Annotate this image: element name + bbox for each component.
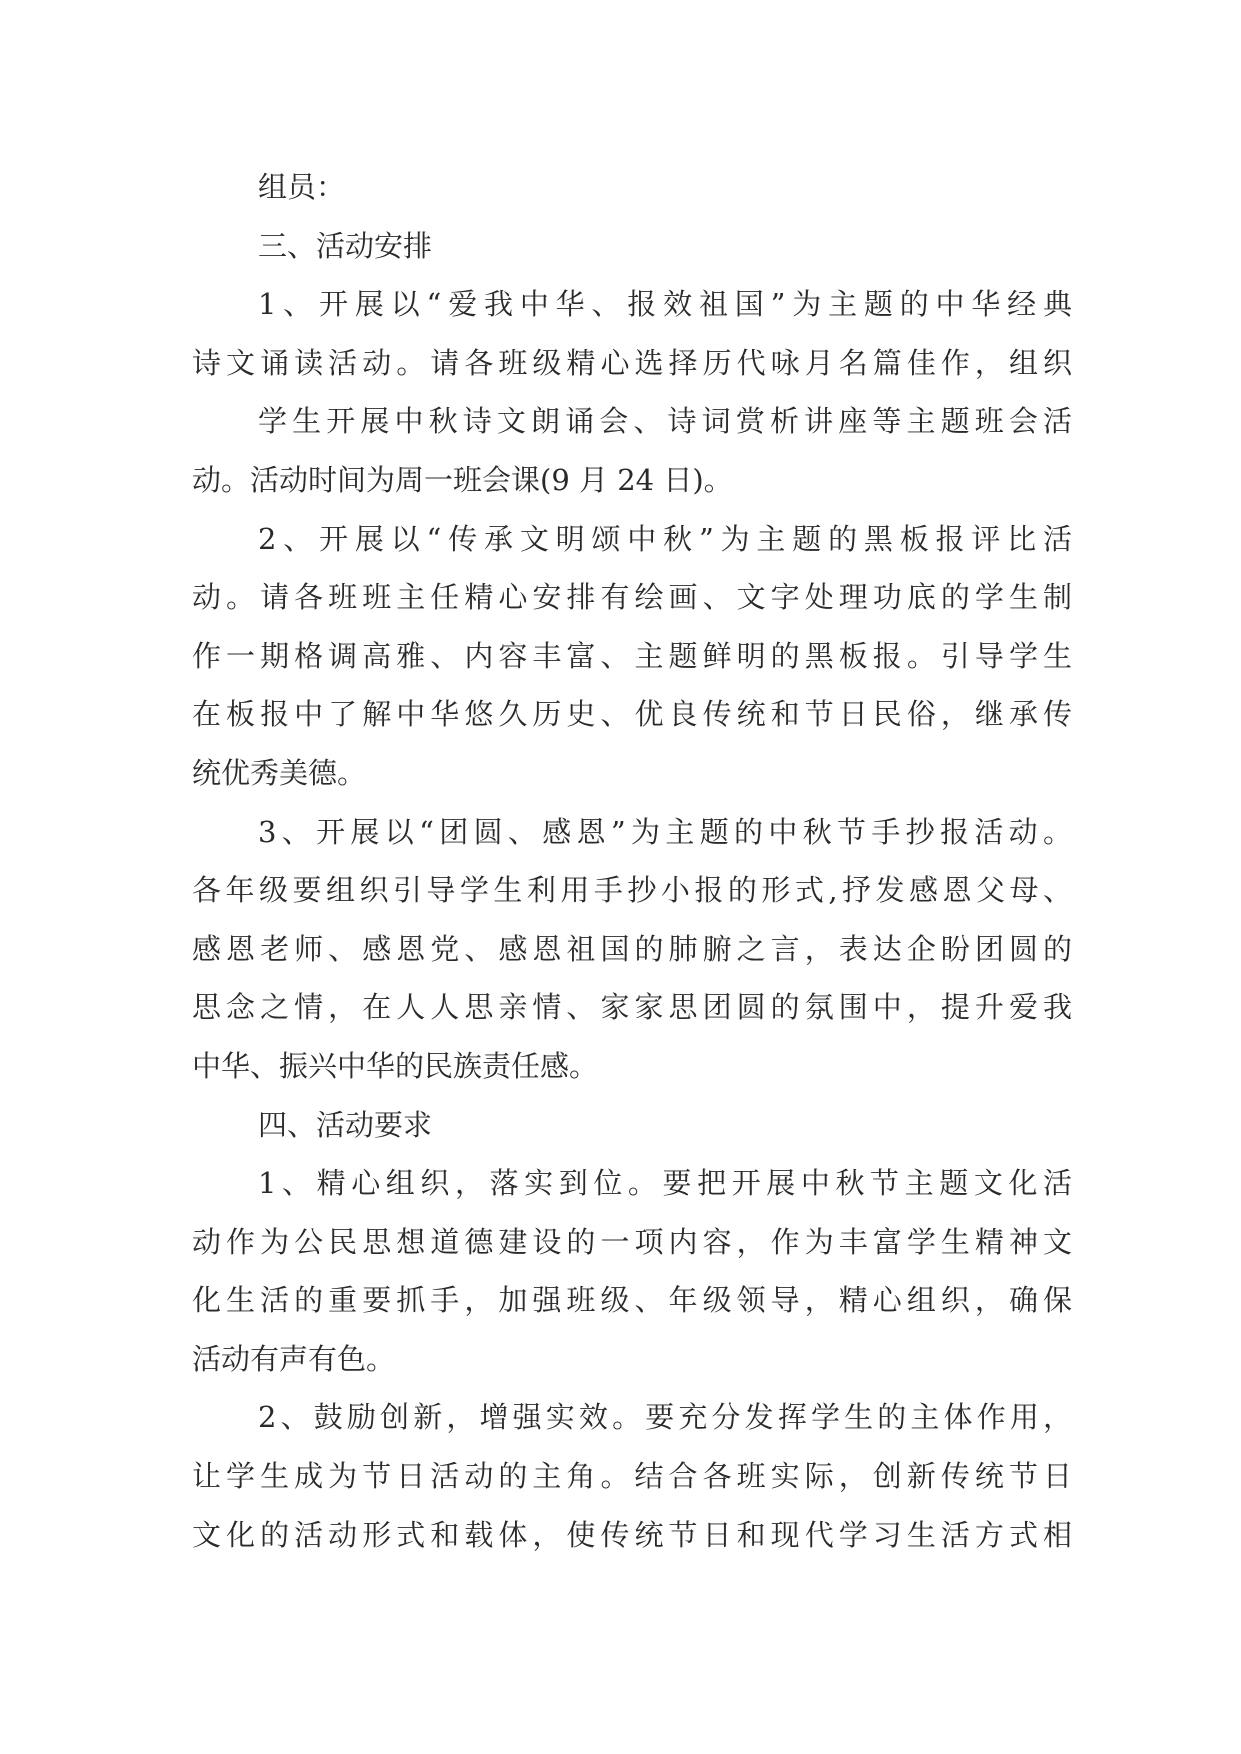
text-line: 1、开展以“爱我中华、报效祖国”为主题的中华经典 [258,287,1072,322]
text-line: 学生开展中秋诗文朗诵会、诗词赏析讲座等主题班会活 [258,404,1072,439]
text-line: 动。请各班班主任精心安排有绘画、文字处理功底的学生制 [192,580,1072,615]
text-line: 活动有声有色。 [192,1341,396,1376]
text-line: 三、活动安排 [258,228,433,263]
text-line: 四、活动要求 [258,1107,433,1142]
text-line: 1、精心组织，落实到位。要把开展中秋节主题文化活 [258,1166,1072,1201]
text-line: 2、鼓励创新，增强实效。要充分发挥学生的主体作用， [258,1400,1072,1435]
text-line: 3、开展以“团圆、感恩”为主题的中秋节手抄报活动。 [258,814,1072,849]
text-line: 诗文诵读活动。请各班级精心选择历代咏月名篇佳作，组织 [192,345,1072,380]
text-line: 组员： [258,170,346,204]
text-line: 在板报中了解中华悠久历史、优良传统和节日民俗，继承传 [192,697,1072,732]
text-line: 2、开展以“传承文明颂中秋”为主题的黑板报评比活 [258,521,1072,556]
text-line: 让学生成为节日活动的主角。结合各班实际，创新传统节日 [192,1459,1072,1494]
text-line: 各年级要组织引导学生利用手抄小报的形式,抒发感恩父母、 [192,873,1072,908]
text-line: 化生活的重要抓手，加强班级、年级领导，精心组织，确保 [192,1283,1072,1318]
text-line: 动作为公民思想道德建设的一项内容，作为丰富学生精神文 [192,1224,1072,1259]
text-line: 动。活动时间为周一班会课(9 月 24 日)。 [192,462,733,497]
text-line: 思念之情，在人人思亲情、家家思团圆的氛围中，提升爱我 [192,990,1072,1025]
text-line: 作一期格调高雅、内容丰富、主题鲜明的黑板报。引导学生 [192,638,1072,673]
document-body [192,158,1072,1564]
text-line: 统优秀美德。 [192,755,367,790]
text-line: 中华、振兴中华的民族责任感。 [192,1048,599,1083]
text-line: 感恩老师、感恩党、感恩祖国的肺腑之言，表达企盼团圆的 [192,931,1072,966]
text-line: 文化的活动形式和载体，使传统节日和现代学习生活方式相 [192,1517,1072,1552]
